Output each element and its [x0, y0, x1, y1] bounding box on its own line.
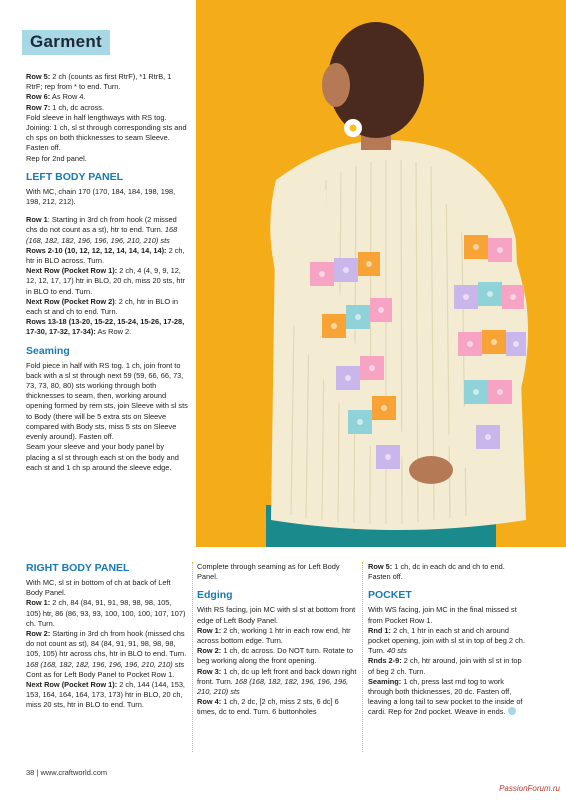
bottom-right-column: [368, 562, 528, 718]
lbp-intro: With MC, chain 170 (170, 184, 184, 198, 198, 198, 212, 212).: [26, 186, 176, 207]
rbp-intro: With MC, sl st in bottom of ch at back of Left Body Panel.: [26, 578, 171, 598]
lbp-row1: Row 1: Starting in 3rd ch from hook (2 missed chs do not count as a st), htr to end. Turn. 168 (168, 182, 182, 196, 196, 196, 210, 210) sts: [26, 215, 178, 245]
edging-row4: Row 4: 1 ch, 2 dc, [2 ch, miss 2 sts, 6 dc] 6 times, dc to end. Turn. 6 buttonholes: [197, 697, 339, 717]
end-marker-icon: [508, 707, 516, 715]
lbp-rows2-10: Rows 2-10 (10, 12, 12, 12, 14, 14, 14, 14): 2 ch, htr in BLO across. Turn.: [26, 245, 185, 266]
pocket-rnd2-9: Rnds 2-9: 2 ch, htr around, join with sl st in top of beg 2 ch. Turn.: [368, 656, 522, 676]
rep-instruction: Rep for 2nd panel.: [26, 153, 87, 163]
model-wearing-cardigan-illustration: [196, 0, 566, 547]
pocket-rnd1: Rnd 1: 2 ch, 1 htr in each st and ch around pocket opening, join with sl st in top of beg 2 ch. Turn. 40 sts: [368, 625, 525, 656]
fold-instruction: Fold sleeve in half lengthways with RS tog. Joining: 1 ch, sl st through corresponding sts and ch sps on both thicknesses to seam Sleeve. Fasten off.: [26, 112, 187, 153]
lbp-pocket-row1: Next Row (Pocket Row 1): 2 ch, 4 (4, 9, 9, 12, 12, 12, 17, 17) htr in BLO, 20 ch, miss 20 sts, htr in BLO to end. Turn.: [26, 266, 185, 296]
row5-instruction: Row 5: 2 ch (counts as first RtrF), *1 RtrB, 1 RtrF; rep from * to end. Turn.: [26, 72, 172, 92]
rbp-pocket-row1: Next Row (Pocket Row 1): 2 ch, 144 (144, 153, 153, 164, 164, 164, 173, 173) htr in BLO, 20 ch, miss 20 sts, htr in BLO to end. Turn.: [26, 680, 185, 710]
edging-row3: Row 3: 1 ch, dc up left front and back down right front. Turn. 168 (168, 182, 182, 196, 196, 196, 210, 210) sts: [197, 666, 357, 697]
column-separator: [362, 562, 363, 752]
cardigan-photo: [196, 0, 566, 547]
seaming-heading: Seaming: [26, 344, 70, 357]
bottom-middle-column: [197, 562, 357, 718]
left-body-panel-heading: LEFT BODY PANEL: [26, 170, 124, 183]
seaming-text: Fold piece in half with RS tog. 1 ch, join front to back with a sl st through next 59 (59, 66, 66, 73, 73, 73, 80, 80) sts working through both thicknesses to seam, then, working around opening formed by rem sts, join Sleeve with sl sts to Body (there will be 5 extra sts on Sleeve compared with Body sts, miss 5 sts on Sleeve evenly around). Fasten off.: [26, 360, 188, 442]
edging-row1: Row 1: 2 ch, working 1 htr in each row end, htr across bottom edge. Turn.: [197, 625, 351, 646]
edging-heading: Edging: [197, 589, 233, 602]
edging-intro: With RS facing, join MC with sl st at bottom front edge of Left Body Panel.: [197, 605, 356, 625]
pocket-intro: With WS facing, join MC in the final missed st from Pocket Row 1.: [368, 605, 517, 625]
right-body-panel-heading: RIGHT BODY PANEL: [26, 562, 130, 574]
edging-row2: Row 2: 1 ch, dc across. Do NOT turn. Rotate to beg working along the front opening.: [197, 646, 353, 666]
lbp-rows13-18: Rows 13-18 (13-20, 15-22, 15-24, 15-26, 17-28, 17-30, 17-32, 17-34): As Row 2.: [26, 317, 185, 337]
column-separator: [192, 562, 193, 752]
pocket-seaming: Seaming: 1 ch, press last rnd tog to work through both thicknesses, 20 dc. Fasten off, leaving a long tail to sew pocket to the inside of cardi. Rep for 2nd pocket. Weave in ends.: [368, 676, 523, 717]
rbp-cont: Cont as for Left Body Panel to Pocket Row 1.: [26, 669, 175, 679]
edging-row5: Row 5: 1 ch, dc in each dc and ch to end. Fasten off.: [368, 562, 505, 582]
complete-text: Complete through seaming as for Left Body Panel.: [197, 562, 340, 582]
row6-instruction: Row 6: As Row 4.: [26, 92, 86, 102]
lbp-pocket-row2: Next Row (Pocket Row 2): 2 ch, htr in BLO in each st and ch to end. Turn.: [26, 296, 178, 317]
pocket-heading: POCKET: [368, 589, 412, 602]
seaming-text-2: Seam your sleeve and your body panel by placing a sl st through each st on the body and each st and 1 ch sp around the sleeve edge.: [26, 442, 179, 472]
section-title: Garment: [22, 30, 110, 55]
watermark: PassionForum.ru: [499, 784, 560, 793]
page-footer: 38 | www.craftworld.com: [26, 768, 108, 777]
rbp-row1: Row 1: 2 ch, 84 (84, 91, 91, 98, 98, 98, 105, 105) htr, 86 (86, 93, 93, 100, 100, 100, 107, 107) ch. Turn.: [26, 598, 186, 628]
left-column: [26, 72, 188, 473]
bottom-left-column: [26, 562, 188, 711]
row7-instruction: Row 7: 1 ch, dc across.: [26, 102, 105, 112]
rbp-row2: Row 2: Starting in 3rd ch from hook (missed chs do not count as st), 84 (84, 91, 91, 98, 98, 98, 105, 105) htr across chs, htr in BLO to end. Turn. 168 (168, 182, 182, 196, 196, 196, 210, 210) sts: [26, 629, 187, 669]
